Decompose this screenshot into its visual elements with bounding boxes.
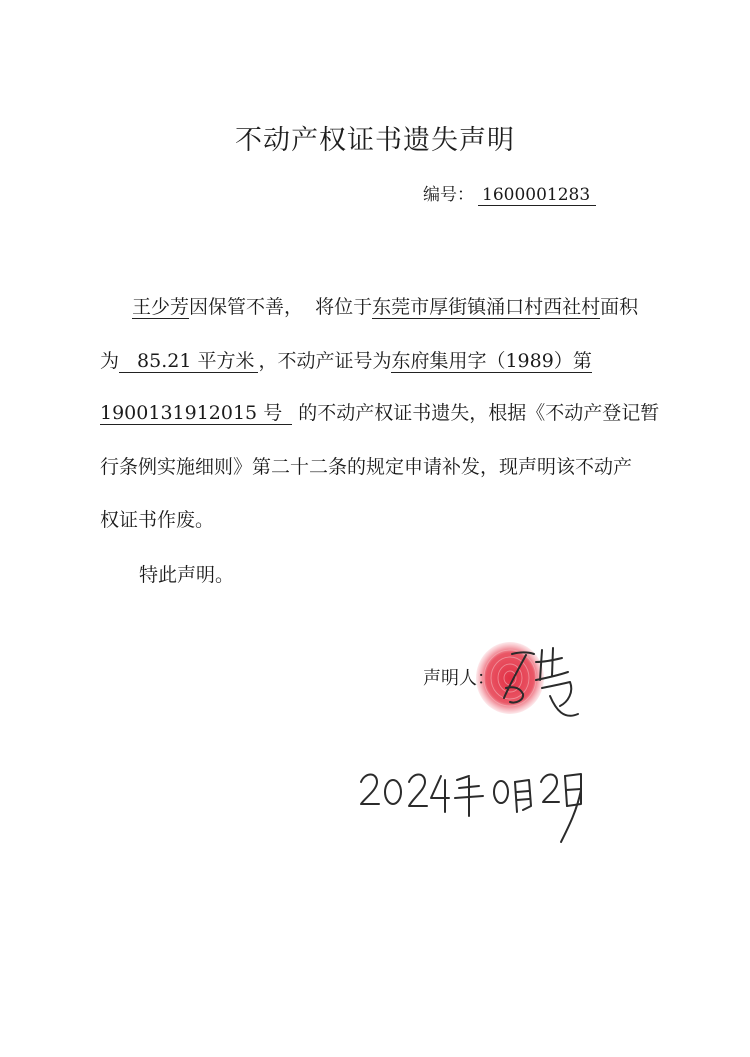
body-line-2 — [100, 348, 592, 374]
handwritten-date — [355, 760, 595, 860]
body-line-4: 行条例实施细则》第二十二条的规定申请补发，现声明该不动产 — [100, 456, 633, 478]
document-title: 不动产权证书遗失声明 — [235, 125, 515, 156]
handwritten-signature — [490, 640, 590, 730]
owner-name: 王少芳 — [132, 296, 190, 318]
body-line-5: 权证书作废。 — [100, 509, 215, 531]
body-line-1 — [100, 294, 638, 320]
body-line-2-text-a: 为 — [100, 350, 120, 372]
body-line-3 — [100, 400, 659, 426]
document-number-value: 1600001283 — [478, 185, 596, 206]
certificate-number: 1900131912015 号 — [100, 402, 292, 425]
body-line-1-text-b: 面积 — [600, 296, 639, 318]
body-line-3-text: 的不动产权证书遗失，根据《不动产登记暂 — [298, 402, 660, 424]
document-number — [423, 180, 596, 206]
body-line-2-text-b: ，不动产证号为 — [258, 350, 392, 372]
closing-text: 特此声明。 — [139, 564, 235, 586]
property-location: 东莞市厚街镇涌口村西社村 — [372, 296, 601, 318]
declarant-label: 声明人： — [423, 668, 495, 689]
property-area: 85.21 平方米 — [119, 350, 258, 373]
certificate-prefix: 东府集用字（1989）第 — [391, 350, 592, 372]
body-line-1-text-a: 因保管不善， 将位于 — [189, 296, 373, 318]
document-number-label: 编号： — [423, 185, 474, 205]
